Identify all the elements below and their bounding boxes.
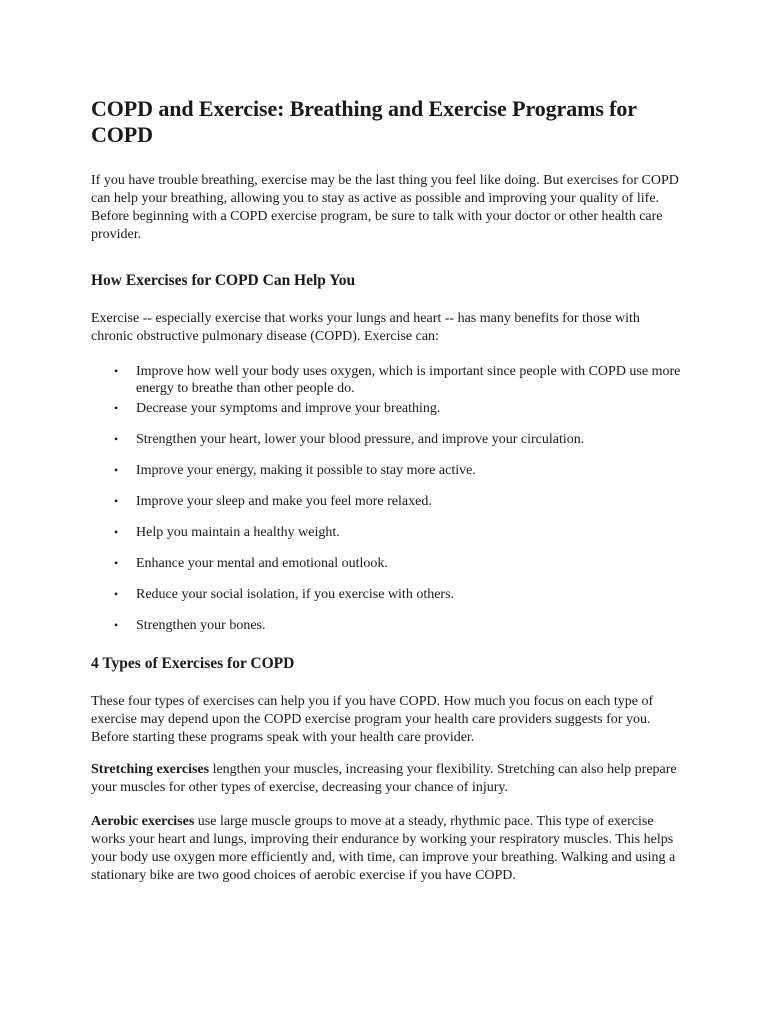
- aerobic-paragraph: [91, 813, 681, 885]
- bullet-icon: •: [114, 525, 119, 539]
- list-item: [91, 431, 681, 448]
- stretching-paragraph: [91, 761, 681, 797]
- list-item: [91, 493, 681, 510]
- document-page: [91, 96, 681, 885]
- list-item: [91, 617, 681, 634]
- aerobic-description: use large muscle groups to move at a steady, rhythmic pace. This type of exercise works your heart and lungs, improving their endurance by working your respiratory muscles. This helps your body use oxygen more efficiently and, with time, can improve your breathing. Walking and using a stationary bike are two good choices of aerobic exercise if you have COPD.: [91, 814, 676, 883]
- list-item-text: Improve your sleep and make you feel more relaxed.: [136, 494, 432, 509]
- bullet-icon: •: [114, 432, 119, 446]
- bullet-icon: •: [114, 556, 119, 570]
- list-item-text: Improve your energy, making it possible to stay more active.: [136, 463, 476, 478]
- bullet-icon: •: [114, 364, 119, 378]
- aerobic-term: Aerobic exercises: [91, 814, 195, 829]
- list-item-text: Enhance your mental and emotional outlook.: [136, 556, 388, 571]
- section-heading-benefits: How Exercises for COPD Can Help You: [91, 272, 356, 289]
- list-item-text: Strengthen your bones.: [136, 618, 266, 633]
- bullet-icon: •: [114, 587, 119, 601]
- list-item: [91, 363, 681, 397]
- benefits-intro-paragraph: Exercise -- especially exercise that works your lungs and heart -- has many benefits for those with chronic obstructive pulmonary disease (COPD). Exercise can:: [91, 311, 640, 344]
- list-item: [91, 555, 681, 572]
- list-item: [91, 524, 681, 541]
- list-item-text: Help you maintain a healthy weight.: [136, 525, 340, 540]
- bullet-icon: •: [114, 494, 119, 508]
- intro-paragraph: If you have trouble breathing, exercise may be the last thing you feel like doing. But exercises for COPD can help your breathing, allowing you to stay as active as possible and improving your quality of life. Before beginning with a COPD exercise program, be sure to talk with your doctor or other health care provider.: [91, 173, 679, 242]
- bullet-icon: •: [114, 618, 119, 632]
- bullet-icon: •: [114, 401, 119, 415]
- types-intro-paragraph: These four types of exercises can help you if you have COPD. How much you focus on each type of exercise may depend upon the COPD exercise program your health care providers suggests for you. Before starting these programs speak with your health care provider.: [91, 694, 654, 745]
- stretching-description: lengthen your muscles, increasing your flexibility. Stretching can also help prepare your muscles for other types of exercise, decreasing your chance of injury.: [91, 762, 677, 795]
- page-title: COPD and Exercise: Breathing and Exercise Programs for COPD: [91, 96, 637, 147]
- list-item-text: Improve how well your body uses oxygen, which is important since people with COPD use more energy to breathe than other people do.: [136, 364, 681, 396]
- bullet-icon: •: [114, 463, 119, 477]
- benefits-list: [91, 363, 681, 634]
- list-item-text: Strengthen your heart, lower your blood pressure, and improve your circulation.: [136, 432, 585, 447]
- list-item-text: Decrease your symptoms and improve your breathing.: [136, 401, 441, 416]
- list-item: [91, 400, 681, 417]
- stretching-term: Stretching exercises: [91, 762, 210, 777]
- section-heading-types: 4 Types of Exercises for COPD: [91, 655, 295, 672]
- list-item-text: Reduce your social isolation, if you exercise with others.: [136, 587, 455, 602]
- list-item: [91, 462, 681, 479]
- list-item: [91, 586, 681, 603]
